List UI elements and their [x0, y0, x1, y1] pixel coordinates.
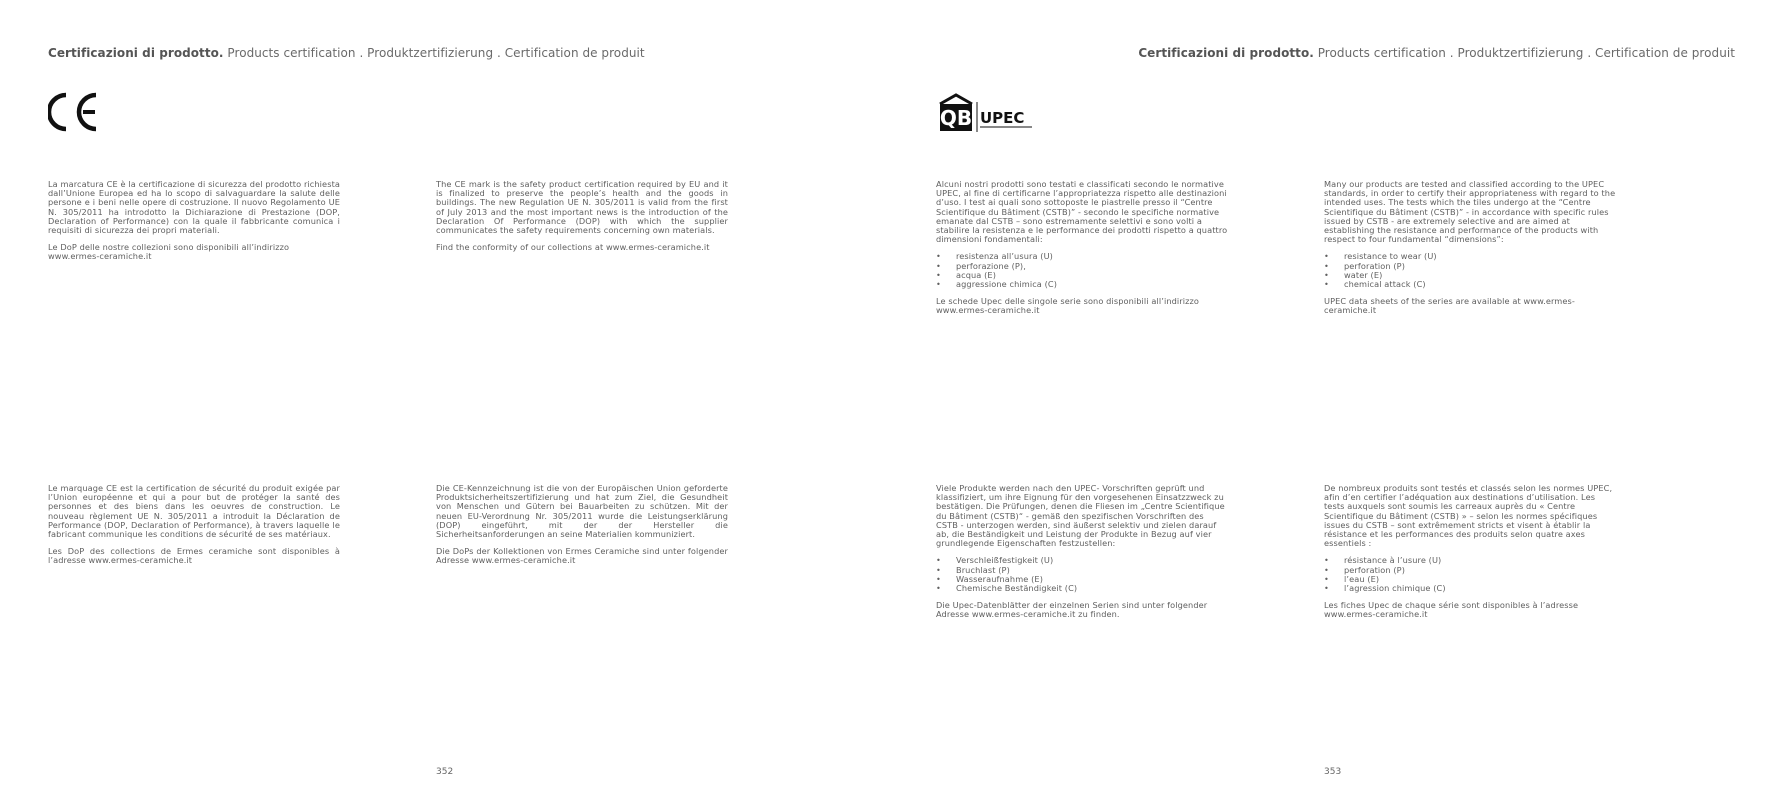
upec-de-sheets-note: Die Upec-Datenblätter der einzelnen Serien sind unter folgender Adresse www.ermes-ceramiche.it zu finden. [936, 600, 1208, 620]
list-item: • Wasseraufnahme (E) [936, 575, 1228, 584]
upec-it-list [936, 252, 1228, 289]
ce-de-paragraph: Die CE-Kennzeichnung ist die von der Europäischen Union geforderte Produktsicherheitszertifizierung und hat zum Ziel, die Gesundheit von Menschen und Gütern bei Bauarbeiten zu schützen. Mit der neuen EU-Verordnung Nr. 305/2011 wurde die Leistungserklärung (DOP) eingeführt, mit der der Hersteller die Sicherheitsanforderungen an seine Materialien kommuniziert. [436, 483, 728, 540]
ce-de-dop-note: Die DoPs der Kollektionen von Ermes Ceramiche sind unter folgender Adresse www.ermes-ceramiche.it [436, 546, 728, 566]
upec-en-paragraph: Many our products are tested and classified according to the UPEC standards, in order to certify their appropriateness with regard to the intended uses. The tests which the tiles undergo at the “Centre Scientifique du Bâtiment (CSTB)” - in accordance with specific rules issued by CSTB - are extremely selective and are aimed at establishing the resistance and performance of the products with respect to four fundamental “dimensions”: [1324, 179, 1616, 245]
right-page [888, 0, 1775, 790]
header-rest: Products certification . Produktzertifizierung . Certification de produit [223, 46, 645, 60]
logo-mark: QB [939, 106, 973, 130]
upec-text-italian [936, 180, 1228, 324]
list-item: • résistance à l’usure (U) [1324, 556, 1616, 565]
upec-en-sheets-note: UPEC data sheets of the series are available at www.ermes-ceramiche.it [1324, 296, 1575, 316]
qb-upec-logo [938, 92, 1034, 134]
list-item: • aggressione chimica (C) [936, 280, 1228, 289]
list-item: • resistance to wear (U) [1324, 252, 1616, 261]
left-page [0, 0, 887, 790]
ce-fr-paragraph: Le marquage CE est la certification de sécurité du produit exigée par l’Union européenne et qui a pour but de protéger la santé des personnes et des biens dans les oeuvres de construction. Le nouveau règlement UE N. 305/2011 a introduit la Déclaration de Performance (DOP, Declaration of Performance), à travers laquelle le fabricant communique les conditions de sécurité de ses matériaux. [48, 483, 340, 540]
header-rest: Products certification . Produktzertifizierung . Certification de produit [1313, 46, 1735, 60]
ce-text-english [436, 180, 728, 260]
upec-de-paragraph: Viele Produkte werden nach den UPEC- Vorschriften geprüft und klassifiziert, um ihre Eignung für den vorgesehenen Einsatzzweck zu bestätigen. Die Prüfungen, denen die Fliesen im „Centre Scientifique du Bâtiment (CSTB)“ - gemäß den spezifischen Vorschriften des CSTB - unterzogen werden, sind äußerst selektiv und zielen darauf ab, die Beständigkeit und Leistung der Produkte in Bezug auf vier grundlegende Eigenschaften festzustellen: [936, 483, 1225, 549]
upec-fr-paragraph: De nombreux produits sont testés et classés selon les normes UPEC, afin d’en certifier l’adéquation aux destinations d’utilisation. Les tests auxquels sont soumis les carreaux auprès du « Centre Scientifique du Bâtiment (CSTB) » – selon les normes spécifiques issues du CSTB – sont extrêmement stricts et visent à établir la résistance et les performances des produits selon quatre axes essentiels : [1324, 483, 1613, 549]
upec-it-sheets-note: Le schede Upec delle singole serie sono disponibili all’indirizzo www.ermes-ceramiche.it [936, 296, 1200, 316]
page-header [1138, 46, 1735, 60]
list-item: • acqua (E) [936, 271, 1228, 280]
list-item: • Bruchlast (P) [936, 566, 1228, 575]
list-item: • water (E) [1324, 271, 1616, 280]
ce-it-paragraph: La marcatura CE è la certificazione di sicurezza del prodotto richiesta dall’Unione Europea ed ha lo scopo di salvaguardare la salute delle persone e i beni nelle opere di costruzione. Il nuovo Regolamento UE N. 305/2011 ha introdotto la Dichiarazione di Prestazione (DOP, Declaration of Performance) con la quale il fabbricante comunica i requisiti di sicurezza dei propri materiali. [48, 179, 340, 236]
header-bold: Certificazioni di prodotto. [48, 46, 224, 60]
list-item: • perforation (P) [1324, 262, 1616, 271]
ce-text-french [48, 484, 340, 574]
upec-text-german [936, 484, 1228, 628]
ce-text-german [436, 484, 728, 574]
upec-fr-list [1324, 556, 1616, 593]
ce-it-dop-note: Le DoP delle nostre collezioni sono disponibili all’indirizzo www.ermes-ceramiche.it [48, 242, 290, 262]
header-bold: Certificazioni di prodotto. [1138, 46, 1314, 60]
list-item: • Verschleißfestigkeit (U) [936, 556, 1228, 565]
upec-it-paragraph: Alcuni nostri prodotti sono testati e classificati secondo le normative UPEC, al fine di certificarne l’appropriatezza rispetto alle destinazioni d’uso. I test ai quali sono sottoposte le piastrelle presso il “Centre Scientifique du Bâtiment (CSTB)” - secondo le specifiche normative emanate dal CSTB – sono estremamente selettivi e sono volti a stabilire la resistenza e le performance dei prodotti rispetto a quattro dimensioni fondamentali: [936, 179, 1228, 245]
page-number: 352 [436, 767, 454, 777]
upec-text-french [1324, 484, 1616, 628]
upec-fr-sheets-note: Les fiches Upec de chaque série sont disponibles à l’adresse www.ermes-ceramiche.it [1324, 600, 1579, 620]
list-item: • l’agression chimique (C) [1324, 584, 1616, 593]
ce-fr-dop-note: Les DoP des collections de Ermes ceramiche sont disponibles à l’adresse www.ermes-ceramiche.it [48, 546, 340, 566]
page-number: 353 [1324, 767, 1342, 777]
logo-text: UPEC [980, 109, 1025, 127]
list-item: • l’eau (E) [1324, 575, 1616, 584]
ce-en-paragraph: The CE mark is the safety product certification required by EU and it is finalized to preserve the people’s health and the goods in buildings. The new Regulation UE N. 305/2011 is valid from the first of July 2013 and the most important news is the introduction of the Declaration Of Performance (DOP) with which the supplier communicates the safety requirements concerning own materials. [436, 179, 728, 236]
page-header [48, 46, 645, 60]
upec-text-english [1324, 180, 1616, 324]
list-item: • perforazione (P), [936, 262, 1228, 271]
list-item: • chemical attack (C) [1324, 280, 1616, 289]
ce-text-italian [48, 180, 340, 270]
upec-en-list [1324, 252, 1616, 289]
list-item: • Chemische Beständigkeit (C) [936, 584, 1228, 593]
ce-mark-logo [48, 92, 102, 132]
list-item: • perforation (P) [1324, 566, 1616, 575]
ce-en-dop-note: Find the conformity of our collections at www.ermes-ceramiche.it [436, 242, 710, 253]
list-item: • resistenza all’usura (U) [936, 252, 1228, 261]
upec-de-list [936, 556, 1228, 593]
